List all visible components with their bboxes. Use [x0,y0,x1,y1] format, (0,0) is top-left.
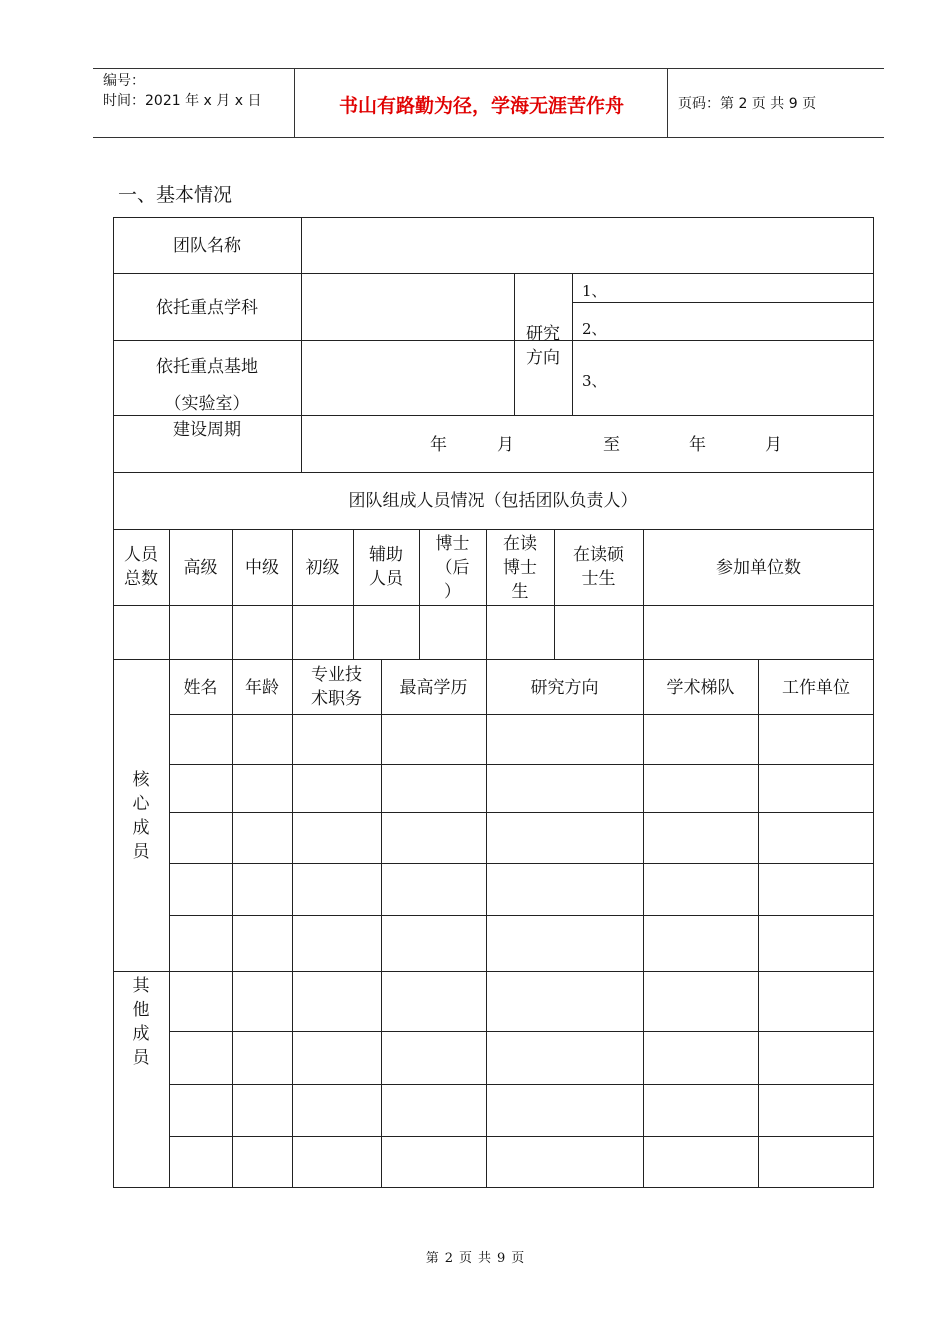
period-start-month: 月 [497,435,514,455]
header-units: 参加单位数 [716,558,801,578]
page-footer: 第 2 页 共 9 页 [425,1251,525,1266]
header-page-info: 页码：第 2 页 共 9 页 [678,96,817,112]
direction-item-1: 1、 [582,282,607,300]
serial-label: 编号： [103,73,145,89]
core-members-label: 核 心 成 员 [132,770,150,862]
col-direction: 研究方向 [530,678,599,698]
other-members-label: 其 他 成 员 [132,976,150,1068]
header-motto: 书山有路勤为径，学海无涯苦作舟 [338,95,624,117]
team-name-label: 团队名称 [173,236,241,256]
research-direction-label: 研究 方向 [526,324,560,368]
period-to: 至 [603,435,620,455]
period-label: 建设周期 [173,420,241,440]
section-title: 一、基本情况 [118,184,233,206]
header-master-students: 在读硕 士生 [573,545,624,589]
discipline-label: 依托重点学科 [156,298,258,318]
composition-title: 团队组成人员情况（包括团队负责人） [348,491,638,511]
col-degree: 最高学历 [399,678,468,698]
time-label: 时间：2021 年 x 月 x 日 [103,93,262,109]
header-postdoc: 博士 （后 ） [435,534,470,602]
period-end-month: 月 [765,435,782,455]
col-echelon: 学术梯队 [666,678,735,698]
header-junior: 初级 [305,558,340,578]
period-start-year: 年 [430,435,447,455]
col-title: 专业技 术职务 [311,665,362,709]
col-unit: 工作单位 [782,678,850,698]
period-end-year: 年 [689,435,706,455]
col-name: 姓名 [183,678,218,698]
col-age: 年龄 [245,678,279,698]
header-phd-students: 在读 博士 生 [503,534,537,602]
header-total: 人员 总数 [124,545,158,589]
header-middle: 中级 [245,558,279,578]
base-label: 依托重点基地 [156,357,258,377]
direction-item-2: 2、 [582,320,607,338]
header-senior: 高级 [183,558,218,578]
lab-label: （实验室） [164,394,250,414]
header-assistant: 辅助 人员 [369,545,403,589]
direction-item-3: 3、 [582,372,607,390]
